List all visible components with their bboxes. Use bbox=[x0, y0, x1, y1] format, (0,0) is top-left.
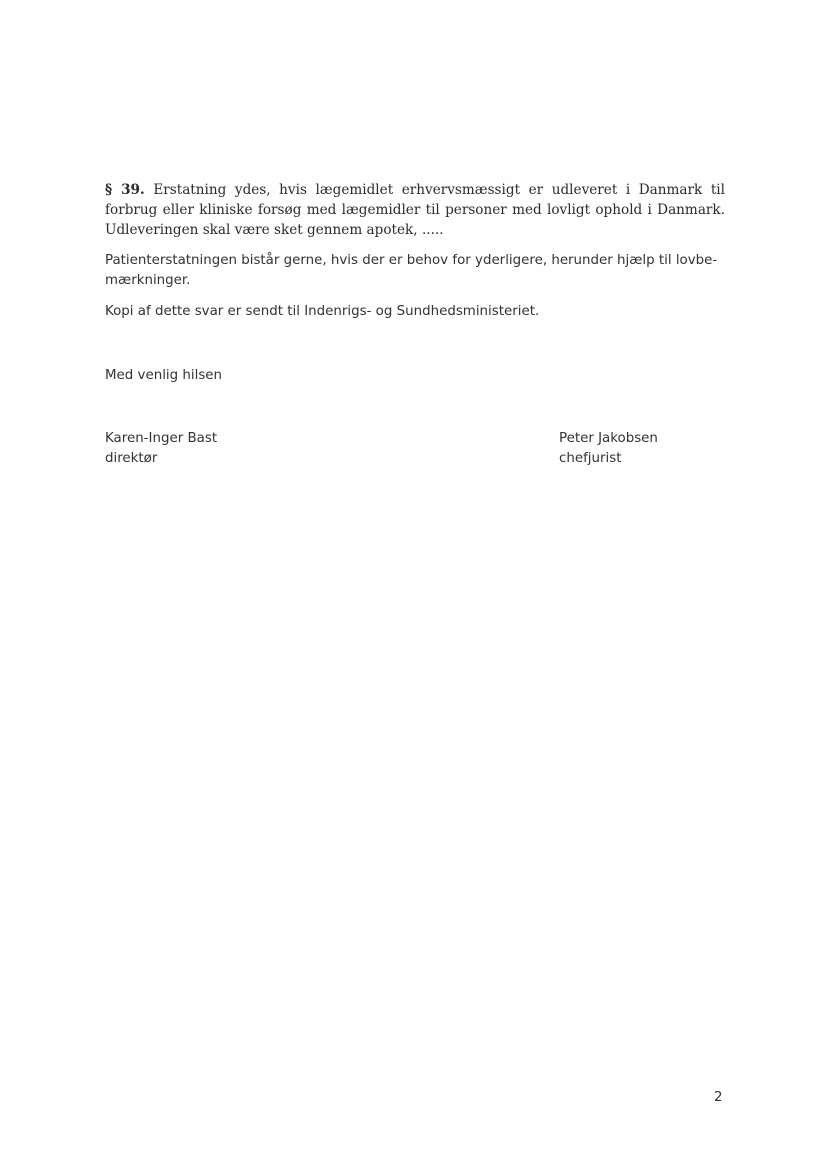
copy-paragraph: Kopi af dette svar er sendt til Indenrigs- og Sundhedsministeriet. bbox=[105, 304, 540, 319]
section-mark: § 39. bbox=[105, 182, 145, 198]
signatory-left-name: Karen-Inger Bast bbox=[105, 431, 218, 446]
closing-greeting: Med venlig hilsen bbox=[105, 368, 223, 383]
page-number: 2 bbox=[714, 1090, 723, 1105]
signatory-left-title: direktør bbox=[105, 451, 158, 466]
law-quote-text: Erstatning ydes, hvis lægemidlet erhvervsmæssigt er udleveret i Danmark til forbrug eller kliniske forsøg med lægemidler til personer med lovligt ophold i Danmark. Udleveringen skal være sket gennem apotek, ..... bbox=[105, 182, 726, 238]
signatory-right bbox=[559, 429, 658, 469]
signatory-right-title: chefjurist bbox=[559, 451, 622, 466]
law-quote bbox=[105, 180, 725, 240]
help-paragraph: Patienterstatningen bistår gerne, hvis der er behov for yderligere, herunder hjælp til lovbe- mærkninger. bbox=[105, 253, 718, 288]
signatory-right-name: Peter Jakobsen bbox=[559, 431, 658, 446]
signatory-left bbox=[105, 429, 217, 469]
